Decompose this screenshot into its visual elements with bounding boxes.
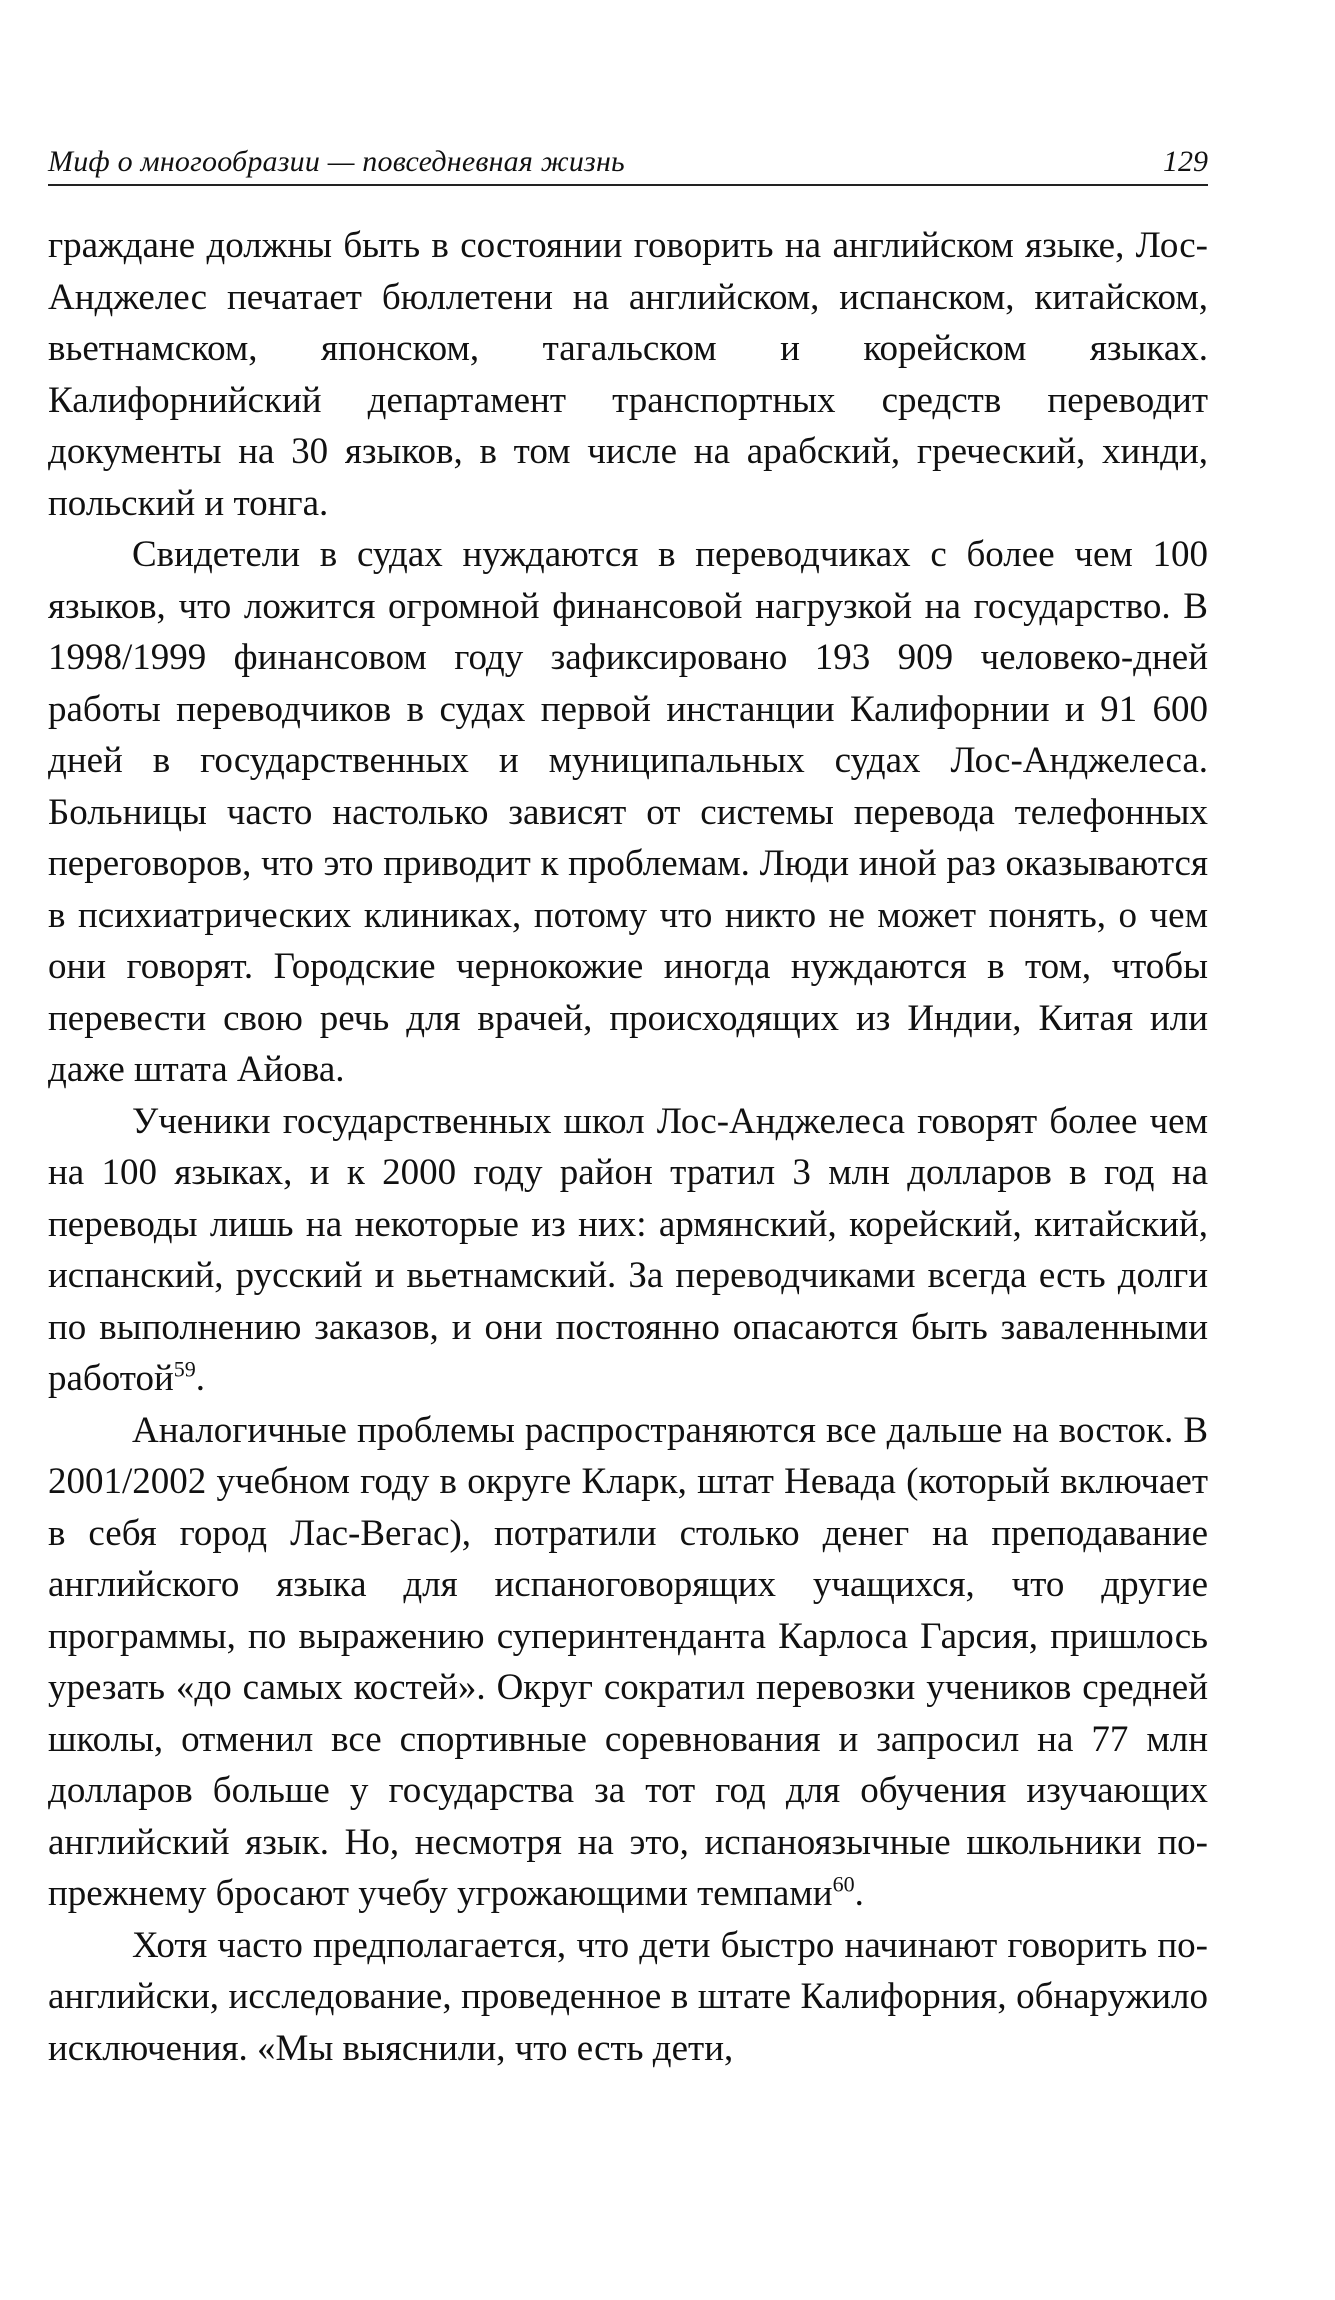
paragraph-text: Свидетели в судах нуждаются в переводчиках с более чем 100 языков, что ложится огромной финансовой нагрузкой на государство. В 1998/1999 финансовом году зафиксировано 193 909 человеко-дней работы переводчиков в судах первой инстанции Калифорнии и 91 600 дней в государственных и муниципальных судах Лос-Анджелеса. Больницы часто настолько зависят от системы перевода телефонных переговоров, что это приводит к проблемам. Люди иной раз оказываются в психиатрических клиниках, потому что никто не может понять, о чем они говорят. Городские чернокожие иногда нуждаются в том, чтобы перевести свою речь для врачей, происходящих из Индии, Китая или даже штата Айова. xyxy=(48,534,1208,1090)
paragraph-4 xyxy=(48,1405,1208,1920)
body-text xyxy=(48,220,1208,2074)
paragraph-text: Хотя часто предполагается, что дети быстро начинают говорить по-английски, исследование, проведенное в штате Калифорния, обнаружило исключения. «Мы выяснили, что есть дети, xyxy=(48,1924,1208,2069)
paragraph-tail: . xyxy=(195,1358,205,1399)
paragraph-tail: . xyxy=(854,1873,864,1914)
footnote-marker[interactable]: 59 xyxy=(173,1356,196,1382)
running-title: Миф о многообразии — повседневная жизнь xyxy=(48,145,625,178)
paragraph-2 xyxy=(48,529,1208,1096)
page-number: 129 xyxy=(1163,145,1208,178)
footnote-marker[interactable]: 60 xyxy=(832,1871,855,1897)
paragraph-text: Ученики государственных школ Лос-Анджелеса говорят более чем на 100 языках, и к 2000 году район тратил 3 млн долларов в год на переводы лишь на некоторые из них: армянский, корейский, китайский, испанский, русский и вьетнамский. За переводчиками всегда есть долги по выполнению заказов, и они постоянно опасаются быть заваленными работой xyxy=(48,1100,1208,1399)
paragraph-3 xyxy=(48,1096,1208,1405)
paragraph-1 xyxy=(48,220,1208,529)
paragraph-5 xyxy=(48,1920,1208,2075)
running-header xyxy=(48,140,1208,186)
paragraph-text: граждане должны быть в состоянии говорить на английском языке, Лос-Анджелес печатает бюллетени на английском, испанском, китайском, вьетнамском, японском, тагальском и корейском языках. Калифорнийский департамент транспортных средств переводит документы на 30 языков, в том числе на арабский, греческий, хинди, польский и тонга. xyxy=(48,225,1208,524)
paragraph-text: Аналогичные проблемы распространяются все дальше на восток. В 2001/2002 учебном году в округе Кларк, штат Невада (который включает в себя город Лас-Вегас), потратили столько денег на преподавание английского языка для испаноговорящих учащихся, что другие программы, по выражению суперинтенданта Карлоса Гарсия, пришлось урезать «до самых костей». Округ сократил перевозки учеников средней школы, отменил все спортивные соревнования и запросил на 77 млн долларов больше у государства за тот год для обучения изучающих английский язык. Но, несмотря на это, испаноязычные школьники по-прежнему бросают учебу угрожающими темпами xyxy=(48,1409,1208,1914)
